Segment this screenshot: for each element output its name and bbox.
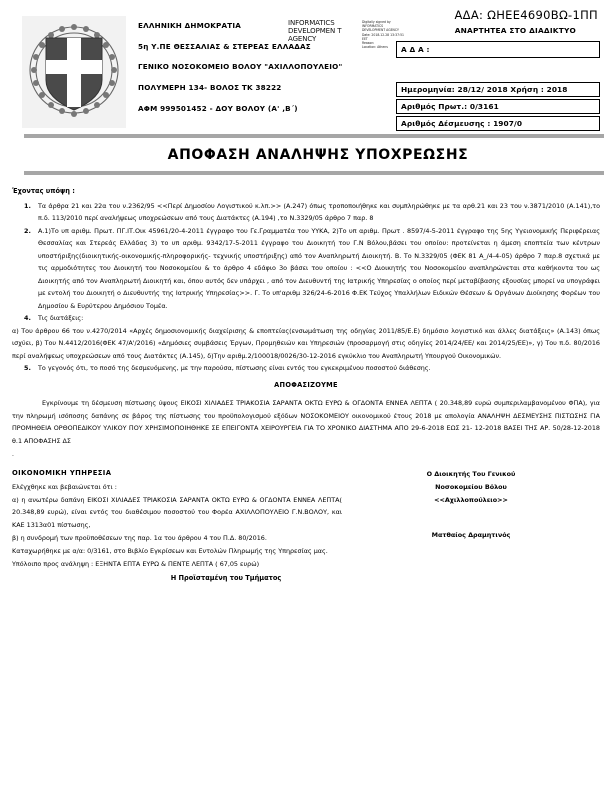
list-item-number: 4. (24, 314, 31, 323)
verification-clause-b: β) η συνδρομή των προϋποθέσεων της παρ. 1α του άρθρου 4 του Π.Δ. 80/2016. (12, 533, 267, 542)
document-header (0, 0, 612, 130)
anartitea-label: ΑΝΑΡΤΗΤΕΑ ΣΤΟ ΔΙΑΔΙΚΤΥΟ (454, 26, 576, 35)
document-body (0, 175, 612, 461)
signature-gap (342, 507, 600, 529)
list-item (12, 200, 600, 225)
administrator-signature-column (342, 467, 600, 570)
trailing-dot: . (12, 451, 14, 459)
signature-line: DEVELOPMENT AGENCY (362, 28, 399, 33)
list-item-number: 2. (24, 226, 31, 235)
provisions-paragraph: α) Του άρθρου 66 του ν.4270/2014 «Αρχές δημοσιονομικής διαχείρισης & εποπτείας(ενσωμάτωση της οδηγίας 2011/85/Ε.Ε) δημόσιο λογιστικό και άλλες διατάξεις» (Α.143) όπως ισχύει, β) Του Ν.4412/2016(ΦΕΚ 47/Α'/2016) «Δημόσιες συμβάσεις Έργων, Προμηθειών και Υπηρεσιών (προσαρμογή στις οδηγίες 2014/24/ΕΕ/ και 2014/25/ΕΕ)», γ) Του π.δ. 80/2016 περί αναλήψεως υποχρεώσεων από τους Διατάκτες (Α.145), δ)Την αριθμ.2/100018/0026/30-12-2016 εγκύκλιο του Αναπληρωτή Υπουργού Οικονομικών. (12, 326, 600, 360)
signature-line: Reason: (362, 40, 375, 45)
greek-coat-of-arms-emblem (22, 16, 126, 128)
list-item (12, 312, 600, 324)
verification-clause-a: α) η ανωτέρω δαπάνη ΕΙΚΟΣΙ ΧΙΛΙΑΔΕΣ ΤΡΙΑΚΟΣΙΑ ΣΑΡΑΝΤΑ ΟΚΤΩ ΕΥΡΩ & ΟΓΔΟΝΤΑ ΕΝΝΕΑ ΛΕΠΤΑ( 20.348,89 ευρώ), είναι εντός του διαθέσιμου ποσοστού του Φορέα ΑΧΙΛΛΟΠΟΥΛΕΙΟ Γ.Ν.ΒΟΛΟΥ, και ΚΑΕ 1313α01 πίστωσης, (12, 495, 342, 530)
list-item-number: 1. (24, 201, 31, 210)
administrator-hospital-line: Νοσοκομείου Βόλου (435, 482, 507, 491)
preamble-text: Έχοντας υπόψη : (12, 187, 75, 195)
administrator-hospital-name: <<Αχιλλοπούλειο>> (434, 495, 508, 504)
list-item-text: Α.1)Το υπ αριθμ. Πρωτ. ΠΓ.ΙΤ.Οικ 45961/20-4-2011 έγγραφο του Γε.Γραμματέα του ΥΥΚΑ, 2)Το υπ αριθμ. Πρωτ . 8597/4-5-2011 έγγραφο της 5ης Υγειονομικής Περιφέρειας Θεσσαλίας και Στερεάς Ελλάδας 3) το υπ αριθμ. 9342/17-5-2011 έγγραφο του Διοικητή του Γ.Ν Βόλου,βάσει του οποίου: προτείνεται η άμεση εποπτεία των κέντρων υποστήριξης(διοικητικής-οικονομικής-πληροφορικής- τεχνικής υποστήριξης) από τον Αναπληρωτή Διοικητή. Β. Το Ν.3329/05 (ΦΕΚ 81 Α_/4-4-05) άρθρο 7 παρ.8 σχετικά με τις αρμοδιότητες του Διοικητή του Νοσοκομείου & το άρθρο 4 εδάφιο 3ο βάσει του οποίου : <<Ο Διοικητής του Νοσοκομείου αναπληρώνεται στα καθήκοντα του ως Διοικητής από τον Αναπληρωτή Διοικητή και, όπου αυτός δεν υπάρχει , από τον Διευθυντή της Ιατρικής Υπηρεσίας ο οποίος περί μεταβίβασης εξουσίας μπορεί να υπογράφει με εντολή του Διοικητή ο Διευθυντής της Ιατρικής Υπηρεσίας>>. Γ. Το υπ'αριθμ 326/24-6-2016 Φ.ΕΚ Τεύχος Υπαλλήλων Ειδικών Θέσεων & Οργάνων Διοίκησης Φορέων του Δημοσίου & Ευρύτερου Δημόσιου Τομέα. (38, 226, 600, 310)
date-field-box: Ημερομηνία: 28/12/ 2018 Χρήση : 2018 (396, 82, 600, 97)
informatics-development-agency-label: INFORMATICS DEVELOPMEN T AGENCY (288, 19, 342, 43)
ada-field-box: Α Δ Α : (396, 41, 600, 58)
financial-service-column (12, 467, 342, 570)
financial-service-heading: ΟΙΚΟΝΟΜΙΚΗ ΥΠΗΡΕΣΙΑ (12, 469, 112, 478)
org-line: 5η Υ.ΠΕ ΘΕΣΣΑΛΙΑΣ & ΣΤΕΡΕΑΣ ΕΛΛΑΔΑΣ (138, 41, 311, 51)
administrator-title-line: Ο Διοικητής Του Γενικού (426, 470, 516, 479)
signature-line: Date: 2018.12.28 13:37:51 (362, 32, 405, 37)
signature-line: EET (362, 36, 368, 41)
verification-line: Ελέγχθηκε και βεβαιώνεται ότι : (12, 482, 117, 491)
list-item (12, 225, 600, 312)
list-item-text: Τις διατάξεις: (38, 314, 84, 323)
decide-heading: ΑΠΟΦΑΣΙΖΟΥΜΕ (274, 380, 338, 389)
protocol-number-box: Αριθμός Πρωτ.: 0/3161 (396, 99, 600, 114)
org-line: ΑΦΜ 999501452 - ΔΟΥ ΒΟΛΟΥ (Α' ,Β΄) (138, 103, 298, 113)
org-line: ΕΛΛΗΝΙΚΗ ΔΗΜΟΚΡΑΤΙΑ (138, 21, 242, 30)
department-head-label: Η Προϊσταμένη του Τμήματος (170, 574, 282, 583)
list-item-text: Το γεγονός ότι, το ποσό της δεσμευόμενης, με την παρούσα, πίστωσης είναι εντός του εγκεκριμένου ποσοστού διάθεσης. (38, 364, 431, 373)
decision-paragraph: Εγκρίνουμε τη δέσμευση πίστωσης ύψους ΕΙΚΟΣΙ ΧΙΛΙΑΔΕΣ ΤΡΙΑΚΟΣΙΑ ΣΑΡΑΝΤΑ ΟΚΤΩ ΕΥΡΩ & ΟΓΔΟΝΤΑ ΕΝΝΕΑ ΛΕΠΤΑ ( 20.348,89 ευρώ συμπεριλαμβανομένου ΦΠΑ), για την πληρωμή ισόποσης δαπάνης σε βάρος της πίστωσης του προϋπολογισμού εξόδων ΝΟΣΟΚΟΜΕΙΟΥ οικονομικού έτους 2018 με απολογία ΑΝΑΛΗΨΗ ΔΕΣΜΕΥΣΗΣ ΠΙΣΤΩΣΗΣ ΓΙΑ ΠΡΟΜΗΘΕΙΑ ΟΡΘΟΠΕΔΙΚΟΥ ΥΛΙΚΟΥ ΠΟΥ ΧΡΗΣΙΜΟΠΟΙΗΘΗΚΕ ΣΕ ΕΠΕΙΓΟΝΤΑ ΧΕΙΡΟΥΡΓΕΙΑ ΓΙΑ ΤΟ ΧΡΟΝΙΚΟ ΔΙΑΣΤΗΜΑ ΑΠΟ 29-6-2018 ΕΩΣ 21- 12-2018 ΒΑΣΕΙ ΤΗΣ ΑΡ. 50/28-12-2018 θ.1 ΑΠΟΦΑΣΗΣ ΔΣ (12, 399, 600, 445)
org-line: ΓΕΝΙΚΟ ΝΟΣΟΚΟΜΕΙΟ ΒΟΛΟΥ "ΑΧΙΛΛΟΠΟΥΛΕΙΟ" (138, 62, 343, 72)
signature-line: Location: Athens (362, 45, 388, 50)
list-item (12, 362, 600, 374)
registration-line: Καταχωρήθηκε με α/α: 0/3161, στο Βιβλίο Εγκρίσεων και Εντολών Πληρωμής της Υπηρεσίας μας. (12, 546, 328, 555)
administrator-name: Ματθαίος Δραμητινός (431, 530, 511, 539)
signature-line: INFORMATICS (362, 24, 384, 29)
signature-section (0, 467, 612, 570)
list-item-number: 5. (24, 364, 31, 373)
org-line: ΠΟΛΥΜΕΡΗ 134- ΒΟΛΟΣ ΤΚ 38222 (138, 83, 282, 93)
ada-code: ΑΔΑ: ΩΗΕΕ4690ΒΩ-1ΠΠ (454, 8, 598, 22)
page-title: ΑΠΟΦΑΣΗ ΑΝΑΛΗΨΗΣ ΥΠΟΧΡΕΩΣΗΣ (167, 147, 469, 163)
commitment-number-box: Αριθμός Δέσμευσης : 1907/0 (396, 116, 600, 131)
remaining-balance-line: Υπόλοιπο προς ανάληψη : ΕΞΗΝΤΑ ΕΠΤΑ ΕΥΡΩ & ΠΕΝΤΕ ΛΕΠΤΑ ( 67,05 ευρώ) (12, 559, 260, 568)
signature-line: Digitally signed by (362, 20, 391, 24)
list-item-text: Τα άρθρα 21 και 22α του ν.2362/95 <<Περί Δημοσίου Λογιστικού κ.λπ.>> (Α.247) όπως τροποποιήθηκε και συμπληρώθηκε με τα αρθ.21 και 23 του ν.3871/2010 (Α.141),το π.δ. 113/2010 περί αναλήψεως υποχρεώσεων από τους Διατάκτες (Α.194) ,το Ν.3329/05 άρθρο 7 παρ. 8 (38, 201, 600, 223)
